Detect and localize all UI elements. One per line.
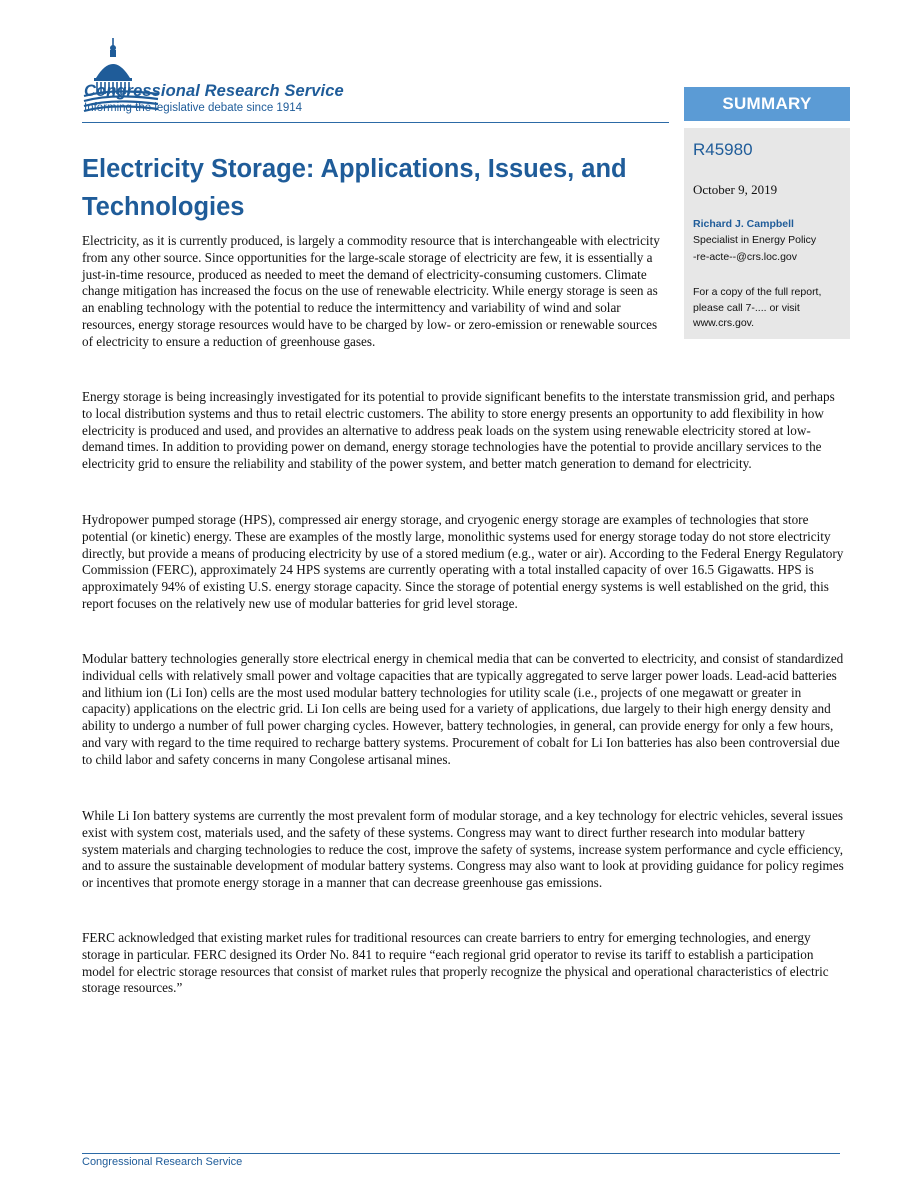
author-email-link[interactable]: -re-acte--@crs.loc.gov [693,251,798,263]
copy-note: For a copy of the full report, please call 7-.... or visit www.crs.gov. [693,286,822,329]
summary-tab: SUMMARY [684,87,850,121]
paragraph-2: Energy storage is being increasingly investigated for its potential to provide significant benefits to the interstate transmission grid, and perhaps to local distribution systems and thus to retail electric customers. The ability to store energy presents an opportunity to add flexibility in how electricity is produced and used, and provides an alternative to address peak loads on the system using renewable electricity stored at low-demand times. In addition to providing power on demand, energy storage technologies have the potential to provide ancillary services to the electricity grid to ensure the reliability and stability of the power system, and better match generation to demand for electricity. [82,389,835,472]
report-date: October 9, 2019 [693,182,778,197]
footer-divider [82,1153,840,1154]
org-tagline: Informing the legislative debate since 1914 [84,102,303,114]
footer-org-name: Congressional Research Service [82,1156,243,1168]
paragraph-6: FERC acknowledged that existing market rules for traditional resources can create barriers to entry for emerging technologies, and energy storage in particular. FERC designed its Order No. 841 to require “each regional grid operator to revise its tariff to establish a participation model for electric storage resources that consist of market rules that properly recognize the physical and operational characteristics of electric storage resources.” [82,930,829,996]
author-title: Specialist in Energy Policy [693,234,817,246]
page-title: Electricity Storage: Applications, Issues, and Technologies [82,155,627,221]
paragraph-1: Electricity, as it is currently produced, is largely a commodity resource that is interchangeable with electricity from any other source. Since opportunities for the large-scale storage of electricity are few, it is essentially a just-in-time resource, produced as needed to meet the demand of electricity-consuming customers. Climate change mitigation has increased the focus on the use of renewable electricity. While energy storage is seen as an enabling technology with the potential to reduce the intermittency and variability of wind and solar resources, energy storage resources would have to be charged by low- or zero-emission or renewable sources of electricity to ensure a reduction of greenhouse gases. [82,233,660,349]
paragraph-3: Hydropower pumped storage (HPS), compressed air energy storage, and cryogenic energy storage are examples of technologies that store potential (or kinetic) energy. These are examples of the mostly large, monolithic systems used for energy storage today do not store electricity directly, but provide a means of producing electricity by use of a stored medium (e.g., water or air). According to the Federal Energy Regulatory Commission (FERC), approximately 24 HPS systems are currently operating with a total installed capacity of over 16.5 Gigawatts. HPS is approximately 94% of existing U.S. energy storage capacity. Since the storage of potential energy systems is well established on the grid, this report focuses on the relatively new use of modular batteries for grid level storage. [82,512,844,611]
paragraph-5: While Li Ion battery systems are currently the most prevalent form of modular storage, and a key technology for electric vehicles, several issues exist with system cost, materials used, and the safety of these systems. Congress may want to direct further research into modular battery system materials and charging technologies to reduce the cost, improve the safety of systems, increase system performance and cycle efficiency, and to assure the sustainable development of modular battery systems. Congress may also want to look at providing guidance for policy regimes or incentives that promote energy storage in a manner that can decrease greenhouse gas emissions. [82,808,844,891]
author-name: Richard J. Campbell [693,218,794,230]
paragraph-4: Modular battery technologies generally store electrical energy in chemical media that can be converted to electricity, and consist of standardized individual cells with relatively small power and voltage capacities that are typically aggregated to serve larger power loads. Lead-acid batteries and lithium ion (Li Ion) cells are the most used modular battery technologies for utility scale (i.e., projects of one megawatt or greater in capacity) applications on the electric grid. Li Ion cells are being used for a variety of applications, due largely to their high energy density and ability to undergo a number of full power charging cycles. However, battery technologies, in general, can provide energy for only a few hours, and vary with regard to the time required to recharge battery systems. Procurement of cobalt for Li Ion batteries has also been controversial due to child labor and safety concerns in many Congolese artisanal mines. [82,651,844,767]
header-divider [82,122,669,123]
org-name: Congressional Research Service [84,82,344,100]
report-id: R45980 [693,140,753,159]
